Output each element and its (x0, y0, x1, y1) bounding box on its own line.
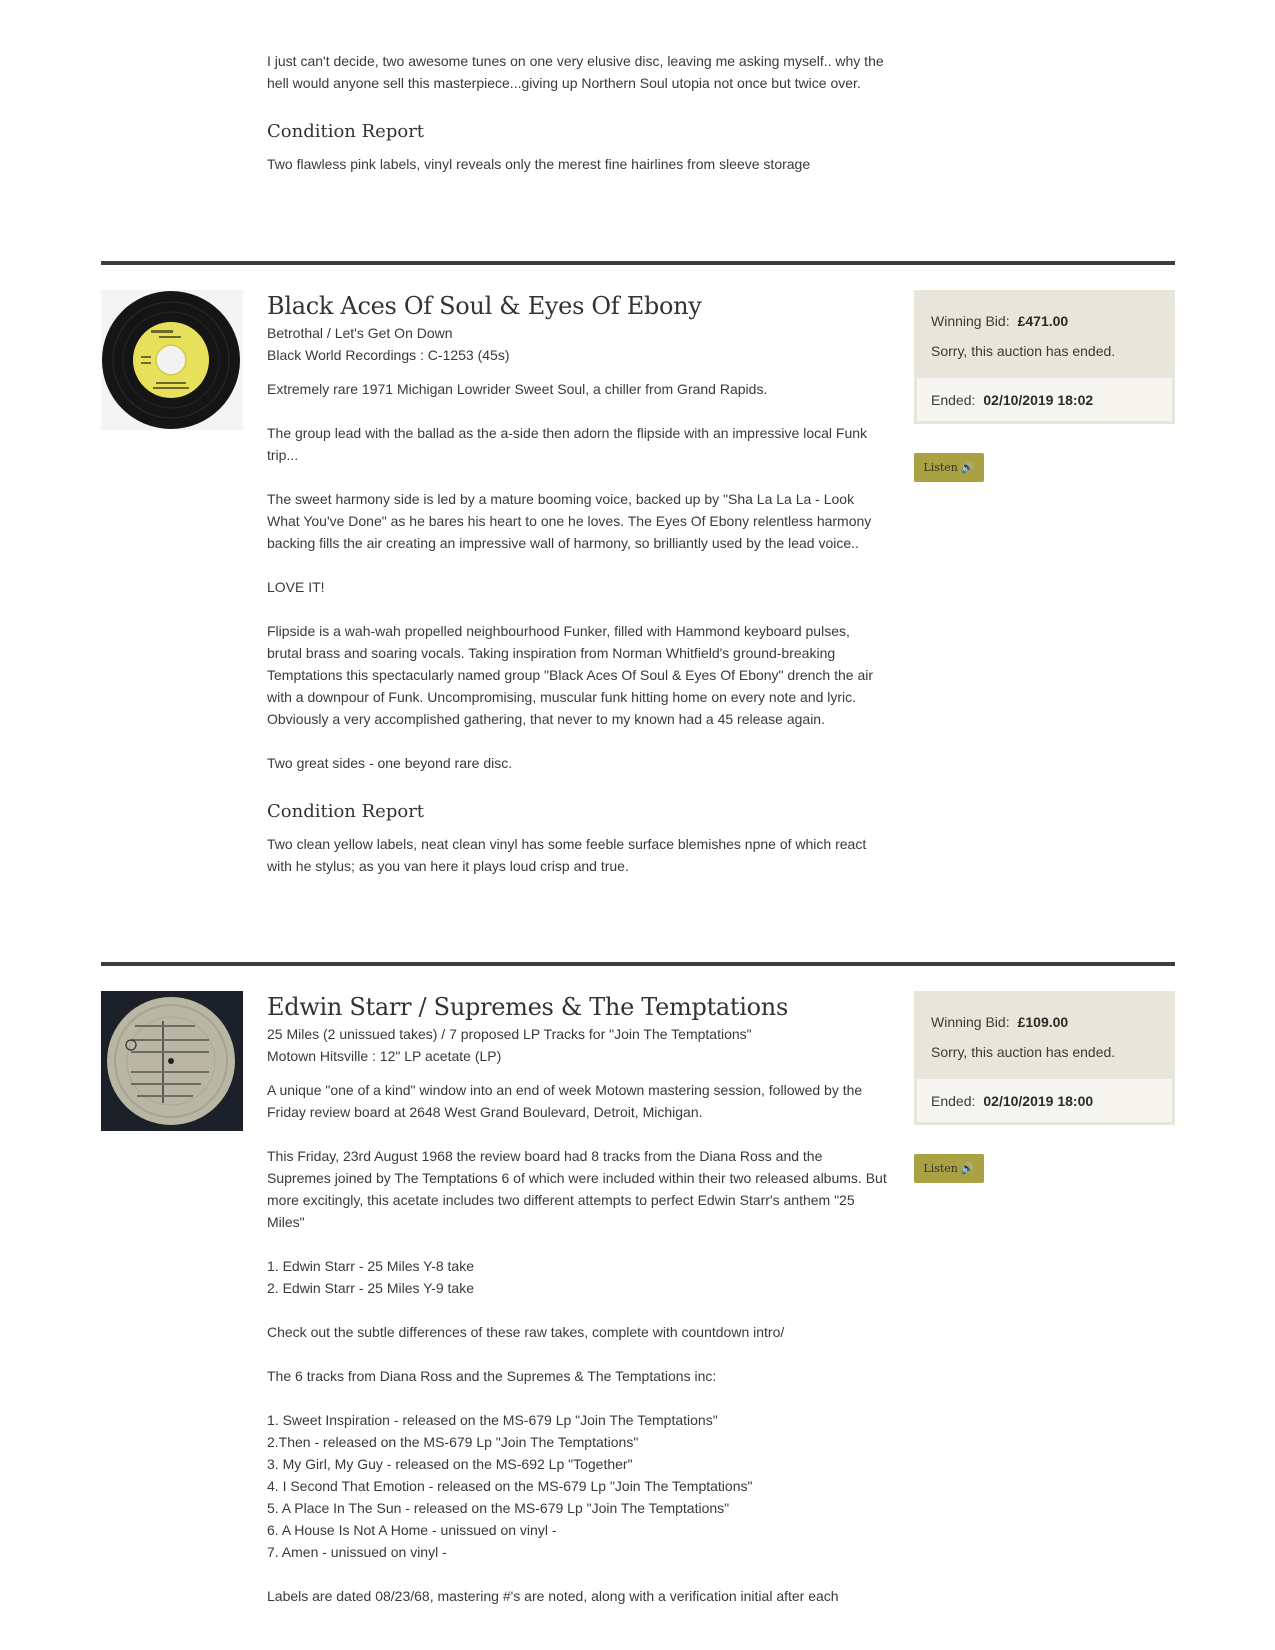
acetate-lp-image (101, 991, 243, 1131)
lot-paragraph: LOVE IT! (267, 579, 325, 595)
lot-divider (101, 261, 1175, 265)
ended-label: Ended: (931, 392, 976, 408)
bid-panel (914, 290, 1175, 474)
auction-status: Sorry, this auction has ended. (931, 343, 1116, 359)
ended-date: 02/10/2019 18:02 (983, 392, 1094, 408)
lot-content (267, 991, 887, 1607)
winning-bid-box (914, 290, 1175, 424)
record-thumbnail[interactable] (101, 290, 243, 430)
lot-paragraph: The sweet harmony side is led by a mature booming voice, backed up by "Sha La La La - Look What You've Done" as he bares his heart to one he loves. The Eyes Of Ebony relentless harmony backing fills the air creating an impressive wall of harmony, so brilliantly used by the lead voice.. (267, 491, 872, 551)
track-list-item: 2.Then - released on the MS-679 Lp "Join The Temptations" (267, 1434, 639, 1450)
condition-report-heading: Condition Report (267, 121, 425, 142)
condition-report-heading: Condition Report (267, 801, 425, 822)
track-list-item: 6. A House Is Not A Home - unissued on vinyl - (267, 1522, 557, 1538)
lot-paragraph: Two great sides - one beyond rare disc. (267, 755, 513, 771)
lot-content (267, 290, 887, 877)
winning-bid-box (914, 991, 1175, 1125)
lot-paragraph: A unique "one of a kind" window into an end of week Motown mastering session, followed by the Friday review board at 2648 West Grand Boulevard, Detroit, Michigan. (267, 1082, 863, 1120)
speaker-icon: 🔊 (960, 1162, 975, 1175)
record-thumbnail[interactable] (101, 991, 243, 1131)
track-list-item: 7. Amen - unissued on vinyl - (267, 1544, 447, 1560)
ended-row (917, 378, 1172, 421)
listen-label: Listen (923, 461, 958, 474)
lot-paragraph: Extremely rare 1971 Michigan Lowrider Sweet Soul, a chiller from Grand Rapids. (267, 381, 768, 397)
lot-label-format: Black World Recordings : C-1253 (45s) (267, 347, 510, 363)
listen-button[interactable] (914, 1154, 984, 1183)
track-list-item: 4. I Second That Emotion - released on the MS-679 Lp "Join The Temptations" (267, 1478, 753, 1494)
lot-paragraph: The 6 tracks from Diana Ross and the Supremes & The Temptations inc: (267, 1368, 717, 1384)
lot-description: I just can't decide, two awesome tunes on one very elusive disc, leaving me asking myself.. why the hell would anyone sell this masterpiece...giving up Northern Soul utopia not once but twice over. (267, 53, 884, 91)
lot-label-format: Motown Hitsville : 12" LP acetate (LP) (267, 1048, 502, 1064)
winning-bid-row (931, 1007, 1158, 1037)
lot-paragraph: Check out the subtle differences of these raw takes, complete with countdown intro/ (267, 1324, 785, 1340)
ended-date: 02/10/2019 18:00 (983, 1093, 1094, 1109)
winning-bid-row (931, 306, 1158, 336)
take-list-item: 2. Edwin Starr - 25 Miles Y-9 take (267, 1280, 474, 1296)
auction-status: Sorry, this auction has ended. (931, 1044, 1116, 1060)
lot-paragraph: Flipside is a wah-wah propelled neighbourhood Funker, filled with Hammond keyboard pulses, brutal brass and soaring vocals. Taking inspiration from Norman Whitfield's ground-breaking Temptations this spectacularly named group "Black Aces Of Soul & Eyes Of Ebony" drench the air with a downpour of Funk. Uncompromising, muscular funk hitting home on every note and lyric. Obviously a very accomplished gathering, that never to my known had a 45 release again. (267, 623, 874, 727)
previous-lot-tail (267, 50, 887, 175)
lot-paragraph: The group lead with the ballad as the a-side then adorn the flipside with an impressive local Funk trip... (267, 425, 868, 463)
lot-title[interactable]: Edwin Starr / Supremes & The Temptations (267, 993, 788, 1021)
condition-report-text: Two clean yellow labels, neat clean vinyl has some feeble surface blemishes npne of which react with he stylus; as you van here it plays loud crisp and true. (267, 836, 867, 874)
take-list-item: 1. Edwin Starr - 25 Miles Y-8 take (267, 1258, 474, 1274)
listen-button[interactable] (914, 453, 984, 482)
winning-bid-amount: £471.00 (1017, 313, 1069, 329)
lot-title[interactable]: Black Aces Of Soul & Eyes Of Ebony (267, 292, 702, 320)
ended-row (917, 1079, 1172, 1122)
ended-label: Ended: (931, 1093, 976, 1109)
track-list-item: 3. My Girl, My Guy - released on the MS-692 Lp "Together" (267, 1456, 633, 1472)
lot-divider (101, 962, 1175, 966)
lot-tracks: Betrothal / Let's Get On Down (267, 325, 453, 341)
vinyl-45-yellow-label-image (101, 290, 243, 430)
lot-tracks: 25 Miles (2 unissued takes) / 7 proposed LP Tracks for "Join The Temptations" (267, 1026, 752, 1042)
track-list-item: 5. A Place In The Sun - released on the MS-679 Lp "Join The Temptations" (267, 1500, 730, 1516)
bid-panel (914, 991, 1175, 1175)
speaker-icon: 🔊 (960, 461, 975, 474)
lot-paragraph: This Friday, 23rd August 1968 the review board had 8 tracks from the Diana Ross and the Supremes joined by The Temptations 6 of which were included within their two released albums. But more excitingly, this acetate includes two different attempts to perfect Edwin Starr's anthem "25 Miles" (267, 1148, 887, 1230)
lot-paragraph: Labels are dated 08/23/68, mastering #'s are noted, along with a verification initial after each (267, 1588, 839, 1604)
winning-bid-amount: £109.00 (1017, 1014, 1069, 1030)
condition-report-text: Two flawless pink labels, vinyl reveals only the merest fine hairlines from sleeve storage (267, 156, 811, 172)
winning-bid-label: Winning Bid: (931, 313, 1010, 329)
track-list-item: 1. Sweet Inspiration - released on the MS-679 Lp "Join The Temptations" (267, 1412, 718, 1428)
listen-label: Listen (923, 1162, 958, 1175)
winning-bid-label: Winning Bid: (931, 1014, 1010, 1030)
